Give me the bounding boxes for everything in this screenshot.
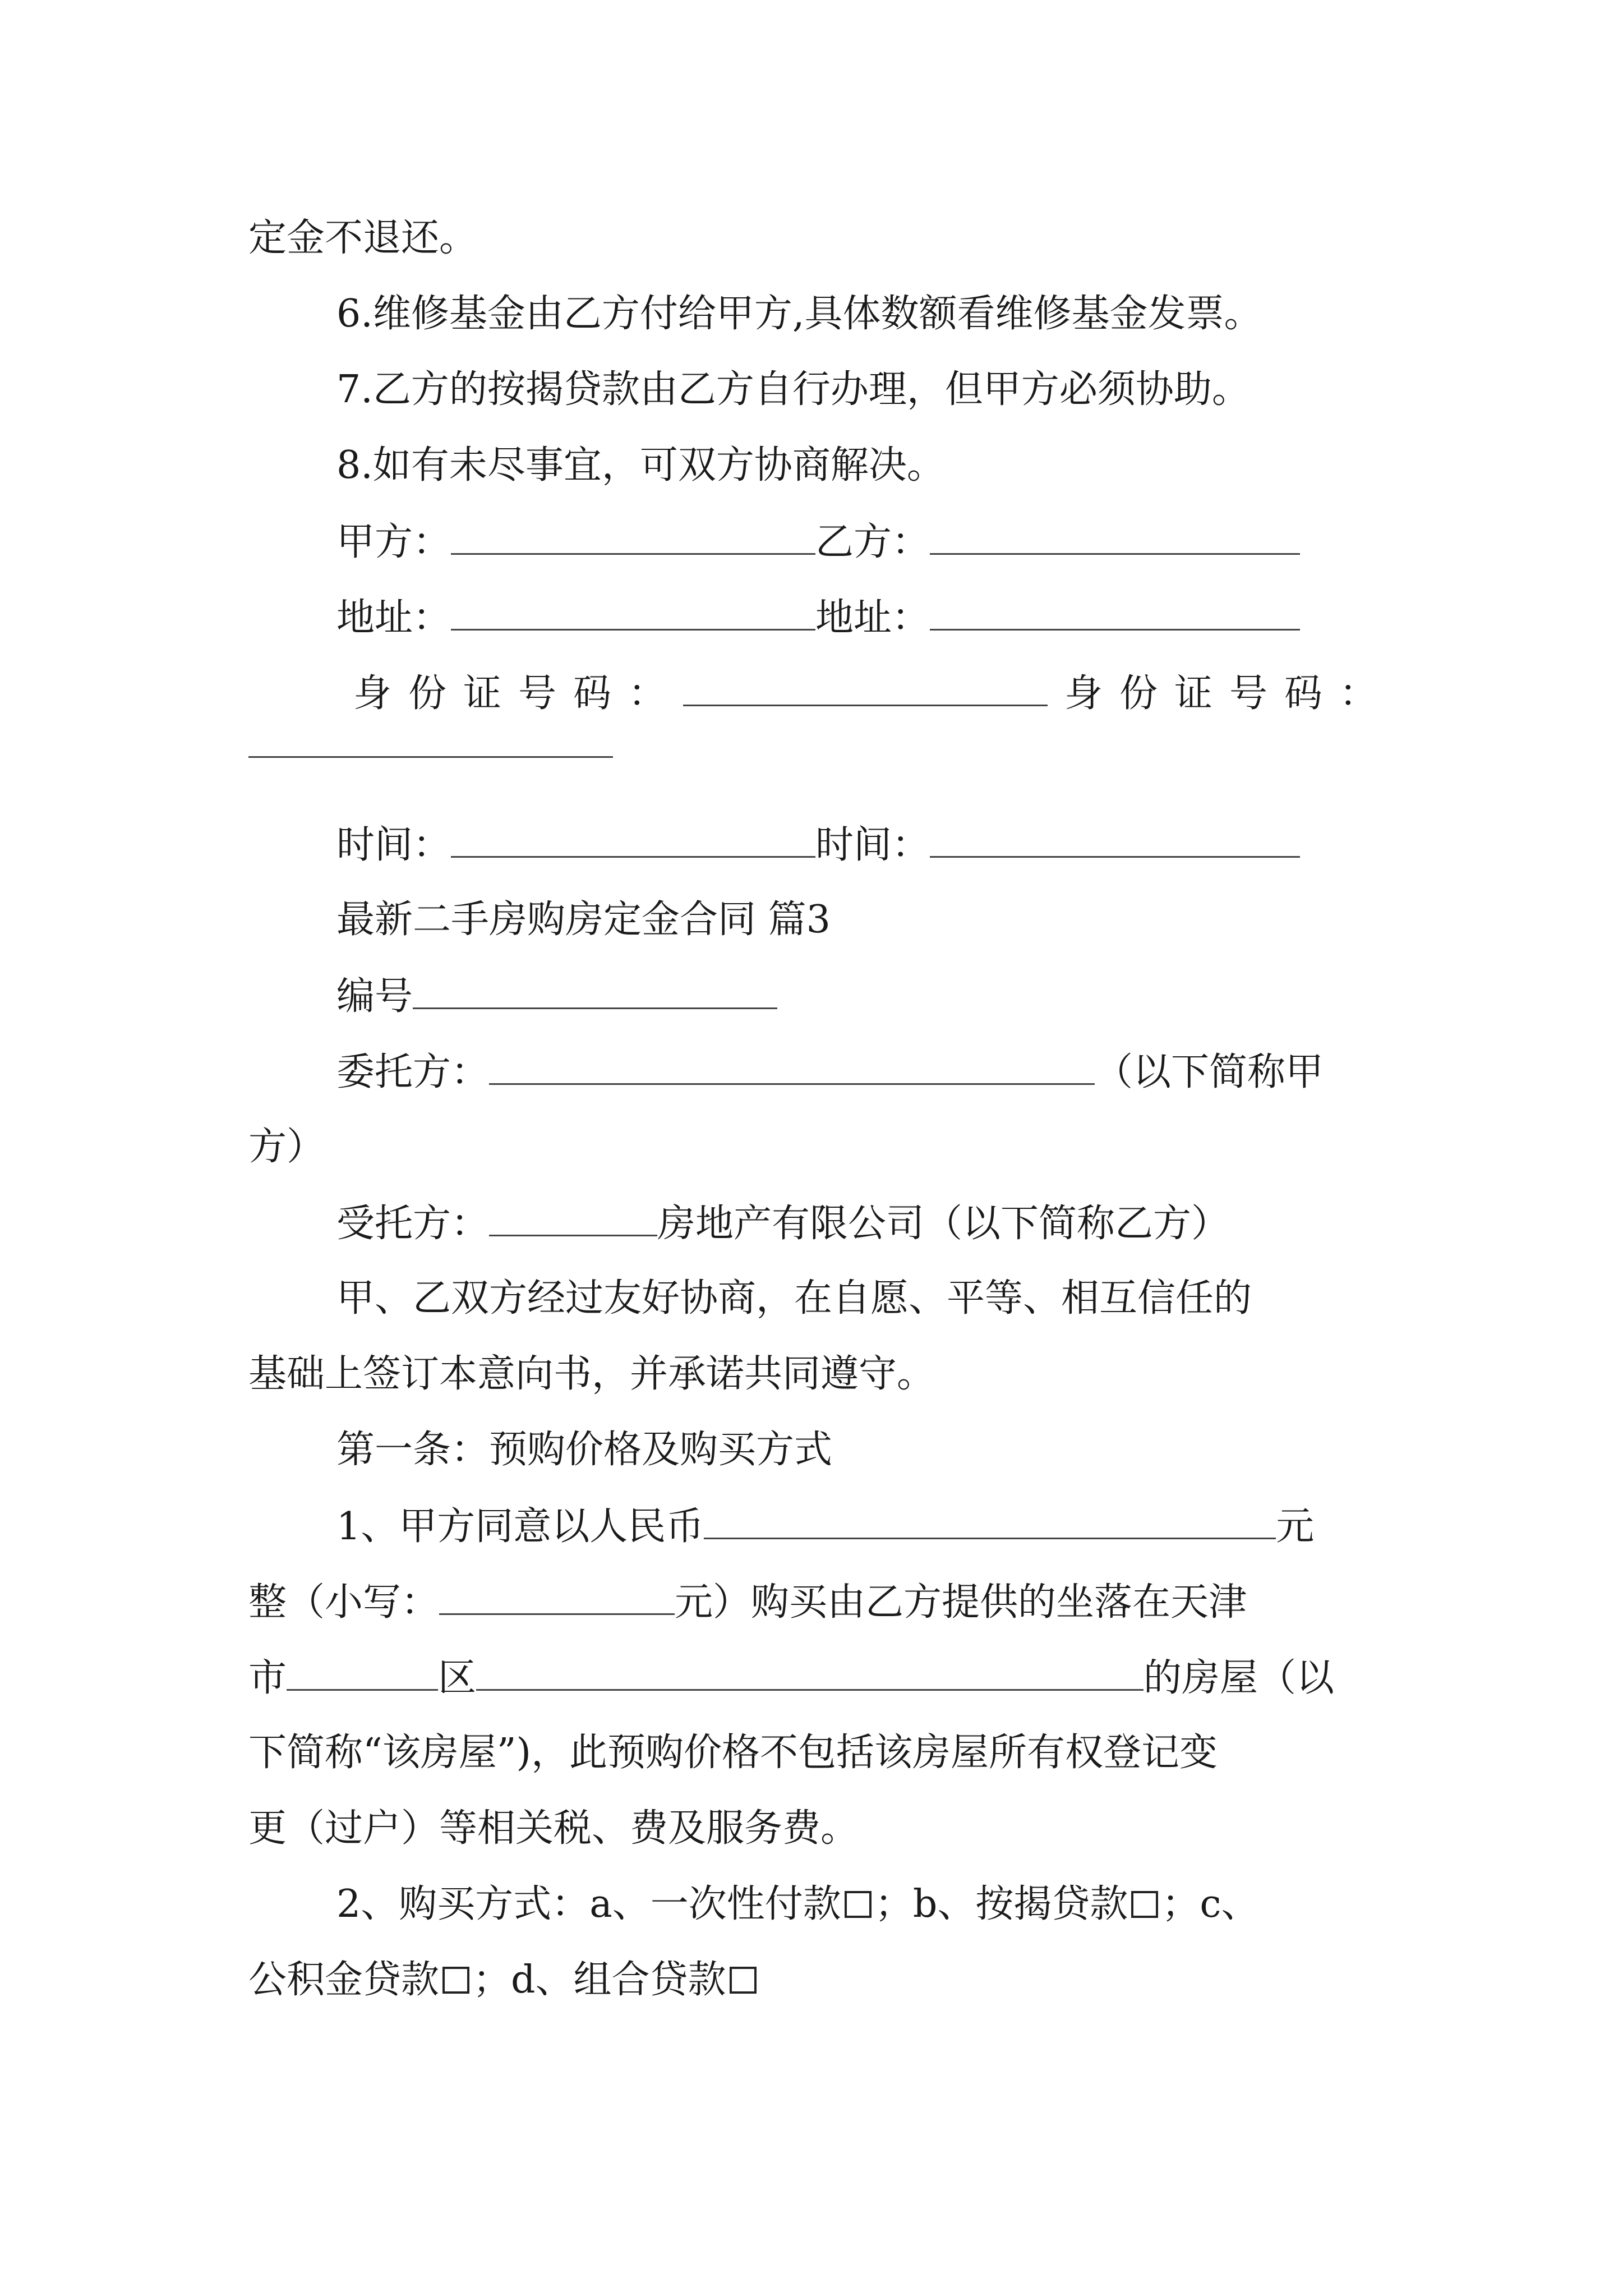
- text: 1、甲方同意以人民币: [336, 1504, 704, 1549]
- text: 元: [1276, 1504, 1315, 1549]
- signature-time-line: [336, 819, 1381, 869]
- price-figure-blank[interactable]: [439, 1576, 675, 1615]
- text: 整（小写：: [248, 1580, 440, 1625]
- address-a-blank[interactable]: [451, 592, 815, 631]
- client-label: 委托方：: [336, 1050, 490, 1094]
- text: ；d、组合贷款: [473, 1958, 726, 2002]
- time-b-blank[interactable]: [930, 819, 1300, 858]
- text-line: [336, 365, 1381, 415]
- address-b-blank[interactable]: [930, 592, 1300, 631]
- trustee-blank[interactable]: [489, 1198, 657, 1236]
- payment-method-line-2: [248, 1955, 1381, 2005]
- text: 元）购买由乙方提供的坐落在天津: [675, 1580, 1247, 1625]
- number-blank[interactable]: [413, 970, 777, 1009]
- text: 区: [438, 1656, 477, 1700]
- text-line: [336, 440, 1381, 491]
- id-a-blank[interactable]: [683, 668, 1048, 706]
- text: 市: [248, 1656, 287, 1700]
- district-blank[interactable]: [287, 1652, 438, 1691]
- text-line: [248, 1122, 1381, 1172]
- client-line: [336, 1046, 1381, 1097]
- client-blank[interactable]: [489, 1046, 1095, 1085]
- text: 第一条：预购价格及购买方式: [336, 1428, 833, 1472]
- id-b-label: 身份证号码：: [1064, 671, 1395, 716]
- text-line: [248, 1349, 1381, 1400]
- text: 基础上签订本意向书，并承诺共同遵守。: [248, 1352, 935, 1396]
- text: 公积金贷款: [248, 1958, 440, 2002]
- party-b-label: 乙方：: [815, 520, 930, 564]
- address-blank[interactable]: [476, 1652, 1144, 1691]
- text: 定金不退还。: [248, 216, 478, 260]
- text: ；c、: [1161, 1882, 1260, 1926]
- text-line: [248, 1728, 1381, 1778]
- location-line: [248, 1652, 1381, 1703]
- text: 2、购买方式：a、一次性付款: [336, 1882, 841, 1926]
- party-a-blank[interactable]: [451, 516, 815, 555]
- time-a-label: 时间：: [336, 823, 451, 867]
- section-title: [336, 895, 1381, 945]
- checkbox-combined-loan[interactable]: [730, 1967, 757, 1994]
- text-line: [248, 1803, 1381, 1854]
- party-a-label: 甲方：: [336, 520, 451, 564]
- signature-id-line: [353, 668, 1395, 718]
- text: 8.如有未尽事宜，可双方协商解决。: [336, 443, 945, 487]
- signature-party-line: [336, 516, 1381, 567]
- article-heading: [336, 1425, 1381, 1475]
- trustee-suffix: 房地产有限公司（以下简称乙方）: [657, 1202, 1230, 1246]
- text-line: [336, 289, 1381, 339]
- time-b-label: 时间：: [815, 823, 930, 867]
- text-line: [336, 1273, 1381, 1324]
- trustee-line: [336, 1198, 1381, 1248]
- price-words-blank[interactable]: [704, 1501, 1276, 1539]
- text: ；b、按揭贷款: [874, 1882, 1128, 1926]
- text: 下简称“该房屋”)，此预购价格不包括该房屋所有权登记变: [248, 1731, 1218, 1775]
- id-a-label: 身份证号码：: [353, 671, 684, 716]
- text: 的房屋（以: [1144, 1656, 1335, 1700]
- number-line: [336, 970, 1381, 1021]
- price-line: [336, 1501, 1381, 1551]
- text: 方）: [248, 1125, 325, 1169]
- text: 更（过户）等相关税、费及服务费。: [248, 1806, 859, 1851]
- text-line: [248, 213, 1381, 264]
- checkbox-lump-sum[interactable]: [845, 1891, 872, 1918]
- client-suffix: （以下简称甲: [1095, 1050, 1324, 1094]
- party-b-blank[interactable]: [930, 516, 1300, 555]
- text: 7.乙方的按揭贷款由乙方自行办理，但甲方必须协助。: [336, 367, 1250, 412]
- title-text: 最新二手房购房定金合同 篇3: [336, 898, 831, 942]
- text: 甲、乙双方经过友好协商，在自愿、平等、相互信任的: [336, 1276, 1252, 1320]
- price-line-2: [248, 1576, 1381, 1627]
- checkbox-provident-fund[interactable]: [442, 1967, 469, 1994]
- address-b-label: 地址：: [815, 596, 930, 640]
- time-a-blank[interactable]: [451, 819, 815, 858]
- checkbox-mortgage[interactable]: [1131, 1891, 1158, 1918]
- signature-address-line: [336, 592, 1381, 642]
- text: 6.维修基金由乙方付给甲方,具体数额看维修基金发票。: [336, 292, 1262, 336]
- payment-method-line: [336, 1879, 1381, 1930]
- trustee-label: 受托方：: [336, 1202, 490, 1246]
- number-label: 编号: [336, 974, 413, 1019]
- address-a-label: 地址：: [336, 596, 451, 640]
- id-b-blank[interactable]: [248, 756, 613, 758]
